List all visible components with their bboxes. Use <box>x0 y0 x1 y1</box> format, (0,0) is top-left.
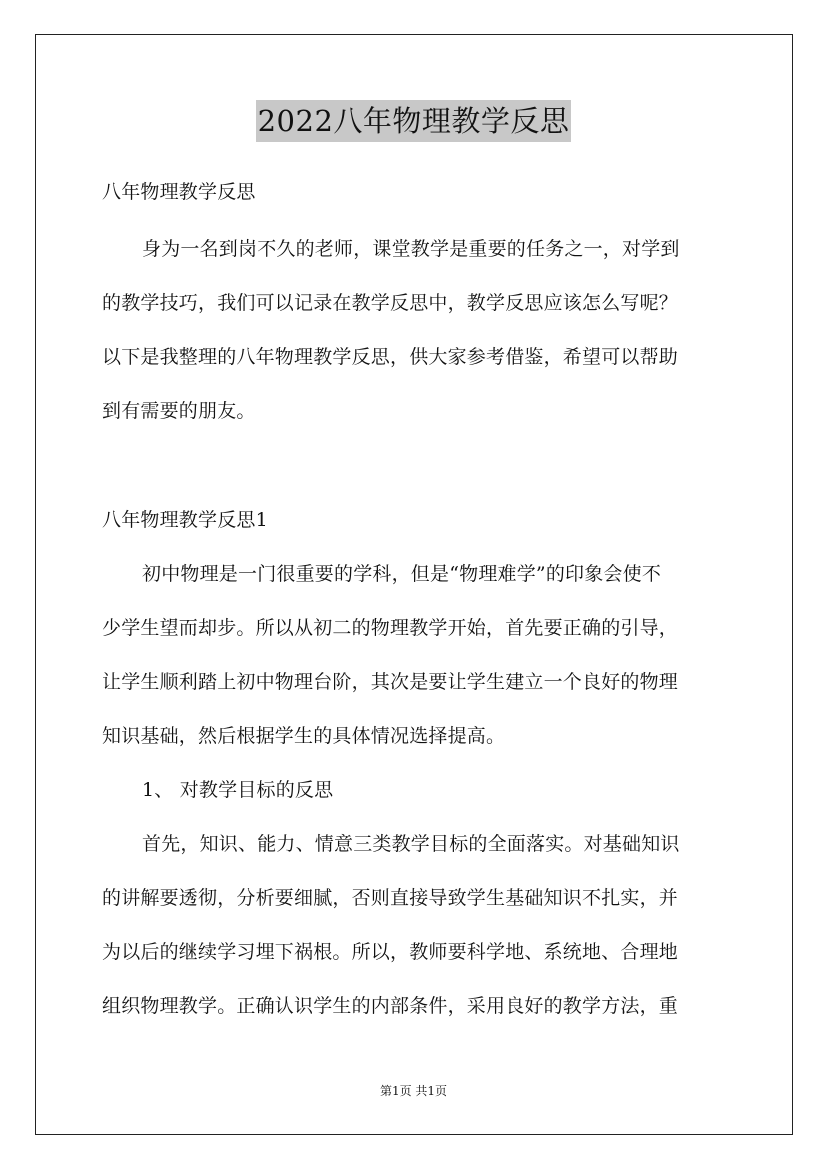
paragraph-line: 的教学技巧，我们可以记录在教学反思中，教学反思应该怎么写呢？ <box>102 292 679 314</box>
paragraph-line: 以下是我整理的八年物理教学反思，供大家参考借鉴，希望可以帮助 <box>102 346 679 368</box>
document-title: 2022八年物理教学反思 <box>256 100 572 142</box>
paragraph-line: 的讲解要透彻，分析要细腻，否则直接导致学生基础知识不扎实，并 <box>102 887 679 909</box>
paragraph-line: 初中物理是一门很重要的学科，但是“物理难学”的印象会使不 <box>142 563 662 585</box>
list-item-heading: 1、 对教学目标的反思 <box>142 779 334 801</box>
paragraph-line: 首先，知识、能力、情意三类教学目标的全面落实。对基础知识 <box>142 833 680 855</box>
paragraph-line: 让学生顺利踏上初中物理台阶，其次是要让学生建立一个良好的物理 <box>102 671 679 693</box>
paragraph-line: 少学生望而却步。所以从初二的物理教学开始，首先要正确的引导， <box>102 617 679 639</box>
paragraph-line: 为以后的继续学习埋下祸根。所以，教师要科学地、系统地、合理地 <box>102 941 679 963</box>
section-heading: 八年物理教学反思 <box>102 181 256 203</box>
section-heading: 八年物理教学反思1 <box>102 509 268 531</box>
paragraph-line: 组织物理教学。正确认识学生的内部条件，采用良好的教学方法，重 <box>102 995 679 1017</box>
paragraph-line: 身为一名到岗不久的老师，课堂教学是重要的任务之一，对学到 <box>142 238 680 260</box>
paragraph-line: 知识基础，然后根据学生的具体情况选择提高。 <box>102 725 506 747</box>
paragraph-line: 到有需要的朋友。 <box>102 400 256 422</box>
page-footer: 第1页 共1页 <box>379 1084 448 1098</box>
title-container <box>0 100 827 142</box>
